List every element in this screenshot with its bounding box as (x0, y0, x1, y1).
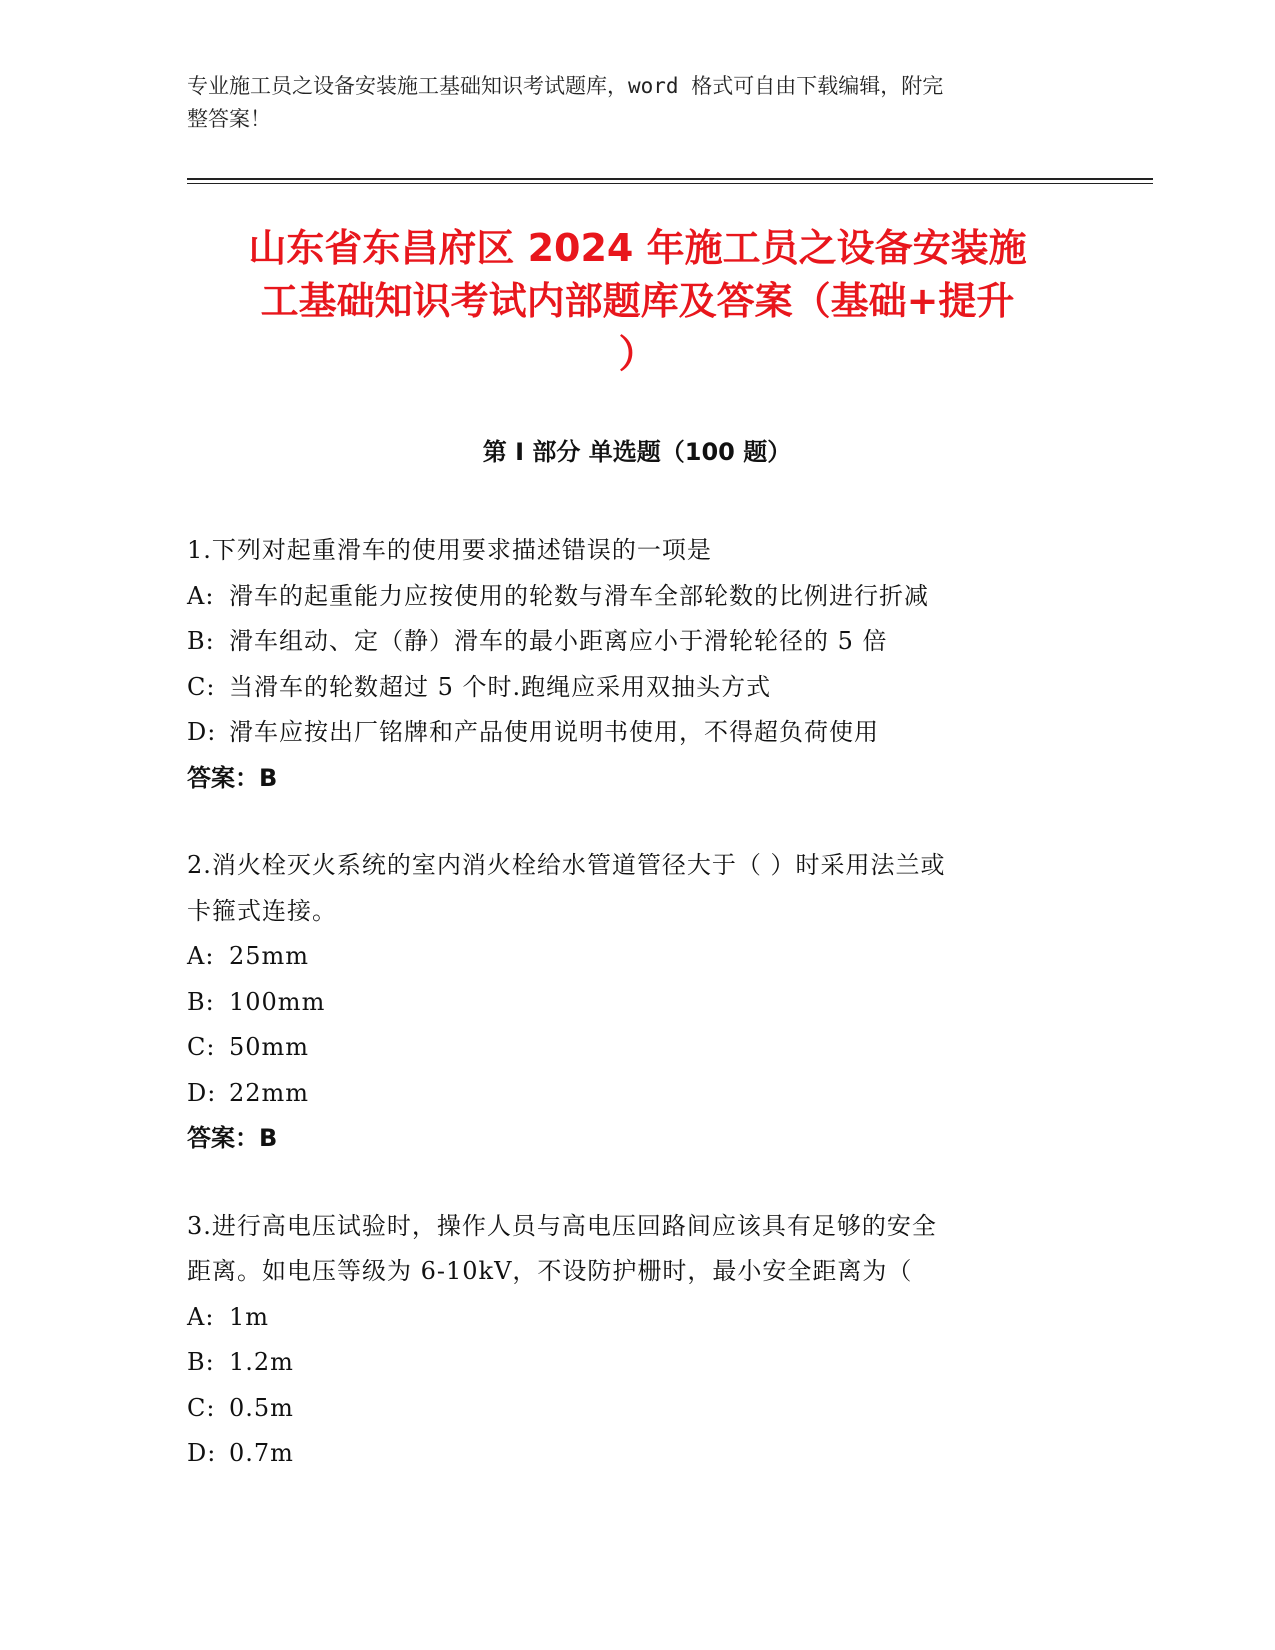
question-list (187, 528, 1087, 1519)
option-letter: B: (187, 627, 215, 655)
document-title-line: 工基础知识考试内部题库及答案（基础+提升 (260, 279, 1015, 323)
option-text: 0.5m (229, 1393, 294, 1422)
question-option (187, 1431, 1087, 1477)
question-option (187, 1071, 1087, 1117)
section-title: 第 I 部分 单选题（100 题） (482, 438, 792, 466)
option-text: 1.2m (229, 1348, 294, 1376)
option-letter: D: (187, 1078, 217, 1107)
question-option (187, 665, 1087, 711)
option-text: 100mm (229, 987, 326, 1016)
question-option (187, 1025, 1087, 1071)
option-text: 滑车应按出厂铭牌和产品使用说明书使用，不得超负荷使用 (229, 718, 879, 746)
option-letter: D: (187, 718, 217, 746)
question-stem-line: 3.进行高电压试验时，操作人员与高电压回路间应该具有足够的安全 (187, 1211, 937, 1240)
question-item (187, 528, 1087, 801)
option-letter: B: (187, 1348, 215, 1376)
question-stem-line: 2.消火栓灭火系统的室内消火栓给水管道管径大于（ ）时采用法兰或 (187, 851, 946, 879)
question-stem (187, 843, 1087, 934)
option-letter: A: (187, 1302, 215, 1331)
question-stem-line: 卡箍式连接。 (187, 896, 337, 925)
document-title (180, 222, 1095, 381)
question-answer: 答案：B (187, 1124, 278, 1152)
question-stem (187, 1204, 1087, 1295)
question-item (187, 843, 1087, 1162)
option-letter: D: (187, 1439, 217, 1467)
document-title-line: ） (618, 332, 657, 376)
option-letter: A: (187, 942, 215, 970)
document-title-line: 山东省东昌府区 2024 年施工员之设备安装施 (248, 226, 1027, 270)
question-option (187, 1295, 1087, 1341)
option-text: 滑车的起重能力应按使用的轮数与滑车全部轮数的比例进行折减 (229, 581, 929, 610)
option-letter: C: (187, 1393, 216, 1422)
question-option (187, 710, 1087, 756)
question-option (187, 934, 1087, 980)
question-answer: 答案：B (187, 763, 278, 792)
question-item (187, 1204, 1087, 1477)
question-stem (187, 528, 1087, 574)
question-option (187, 619, 1087, 665)
option-text: 1m (229, 1302, 270, 1331)
option-text: 0.7m (229, 1439, 294, 1467)
header-divider-thick (187, 178, 1153, 180)
option-text: 滑车组动、定（静）滑车的最小距离应小于滑轮轮径的 5 倍 (229, 627, 888, 655)
question-stem-line: 距离。如电压等级为 6-10kV，不设防护栅时，最小安全距离为（ (187, 1257, 913, 1285)
option-text: 当滑车的轮数超过 5 个时.跑绳应采用双抽头方式 (229, 672, 772, 701)
question-option (187, 1340, 1087, 1386)
header-note (187, 70, 1067, 136)
header-note-line: 专业施工员之设备安装施工基础知识考试题库，word 格式可自由下载编辑，附完 (187, 74, 944, 98)
question-option (187, 574, 1087, 620)
option-text: 22mm (229, 1078, 310, 1107)
option-letter: B: (187, 987, 215, 1016)
header-divider-thin (187, 183, 1153, 184)
question-option (187, 1386, 1087, 1432)
option-letter: C: (187, 672, 216, 701)
option-text: 25mm (229, 942, 310, 970)
question-option (187, 980, 1087, 1026)
option-letter: A: (187, 581, 215, 610)
question-stem-line: 1.下列对起重滑车的使用要求描述错误的一项是 (187, 536, 712, 564)
header-note-line: 整答案！ (187, 107, 271, 131)
option-letter: C: (187, 1033, 216, 1061)
option-text: 50mm (229, 1033, 310, 1061)
